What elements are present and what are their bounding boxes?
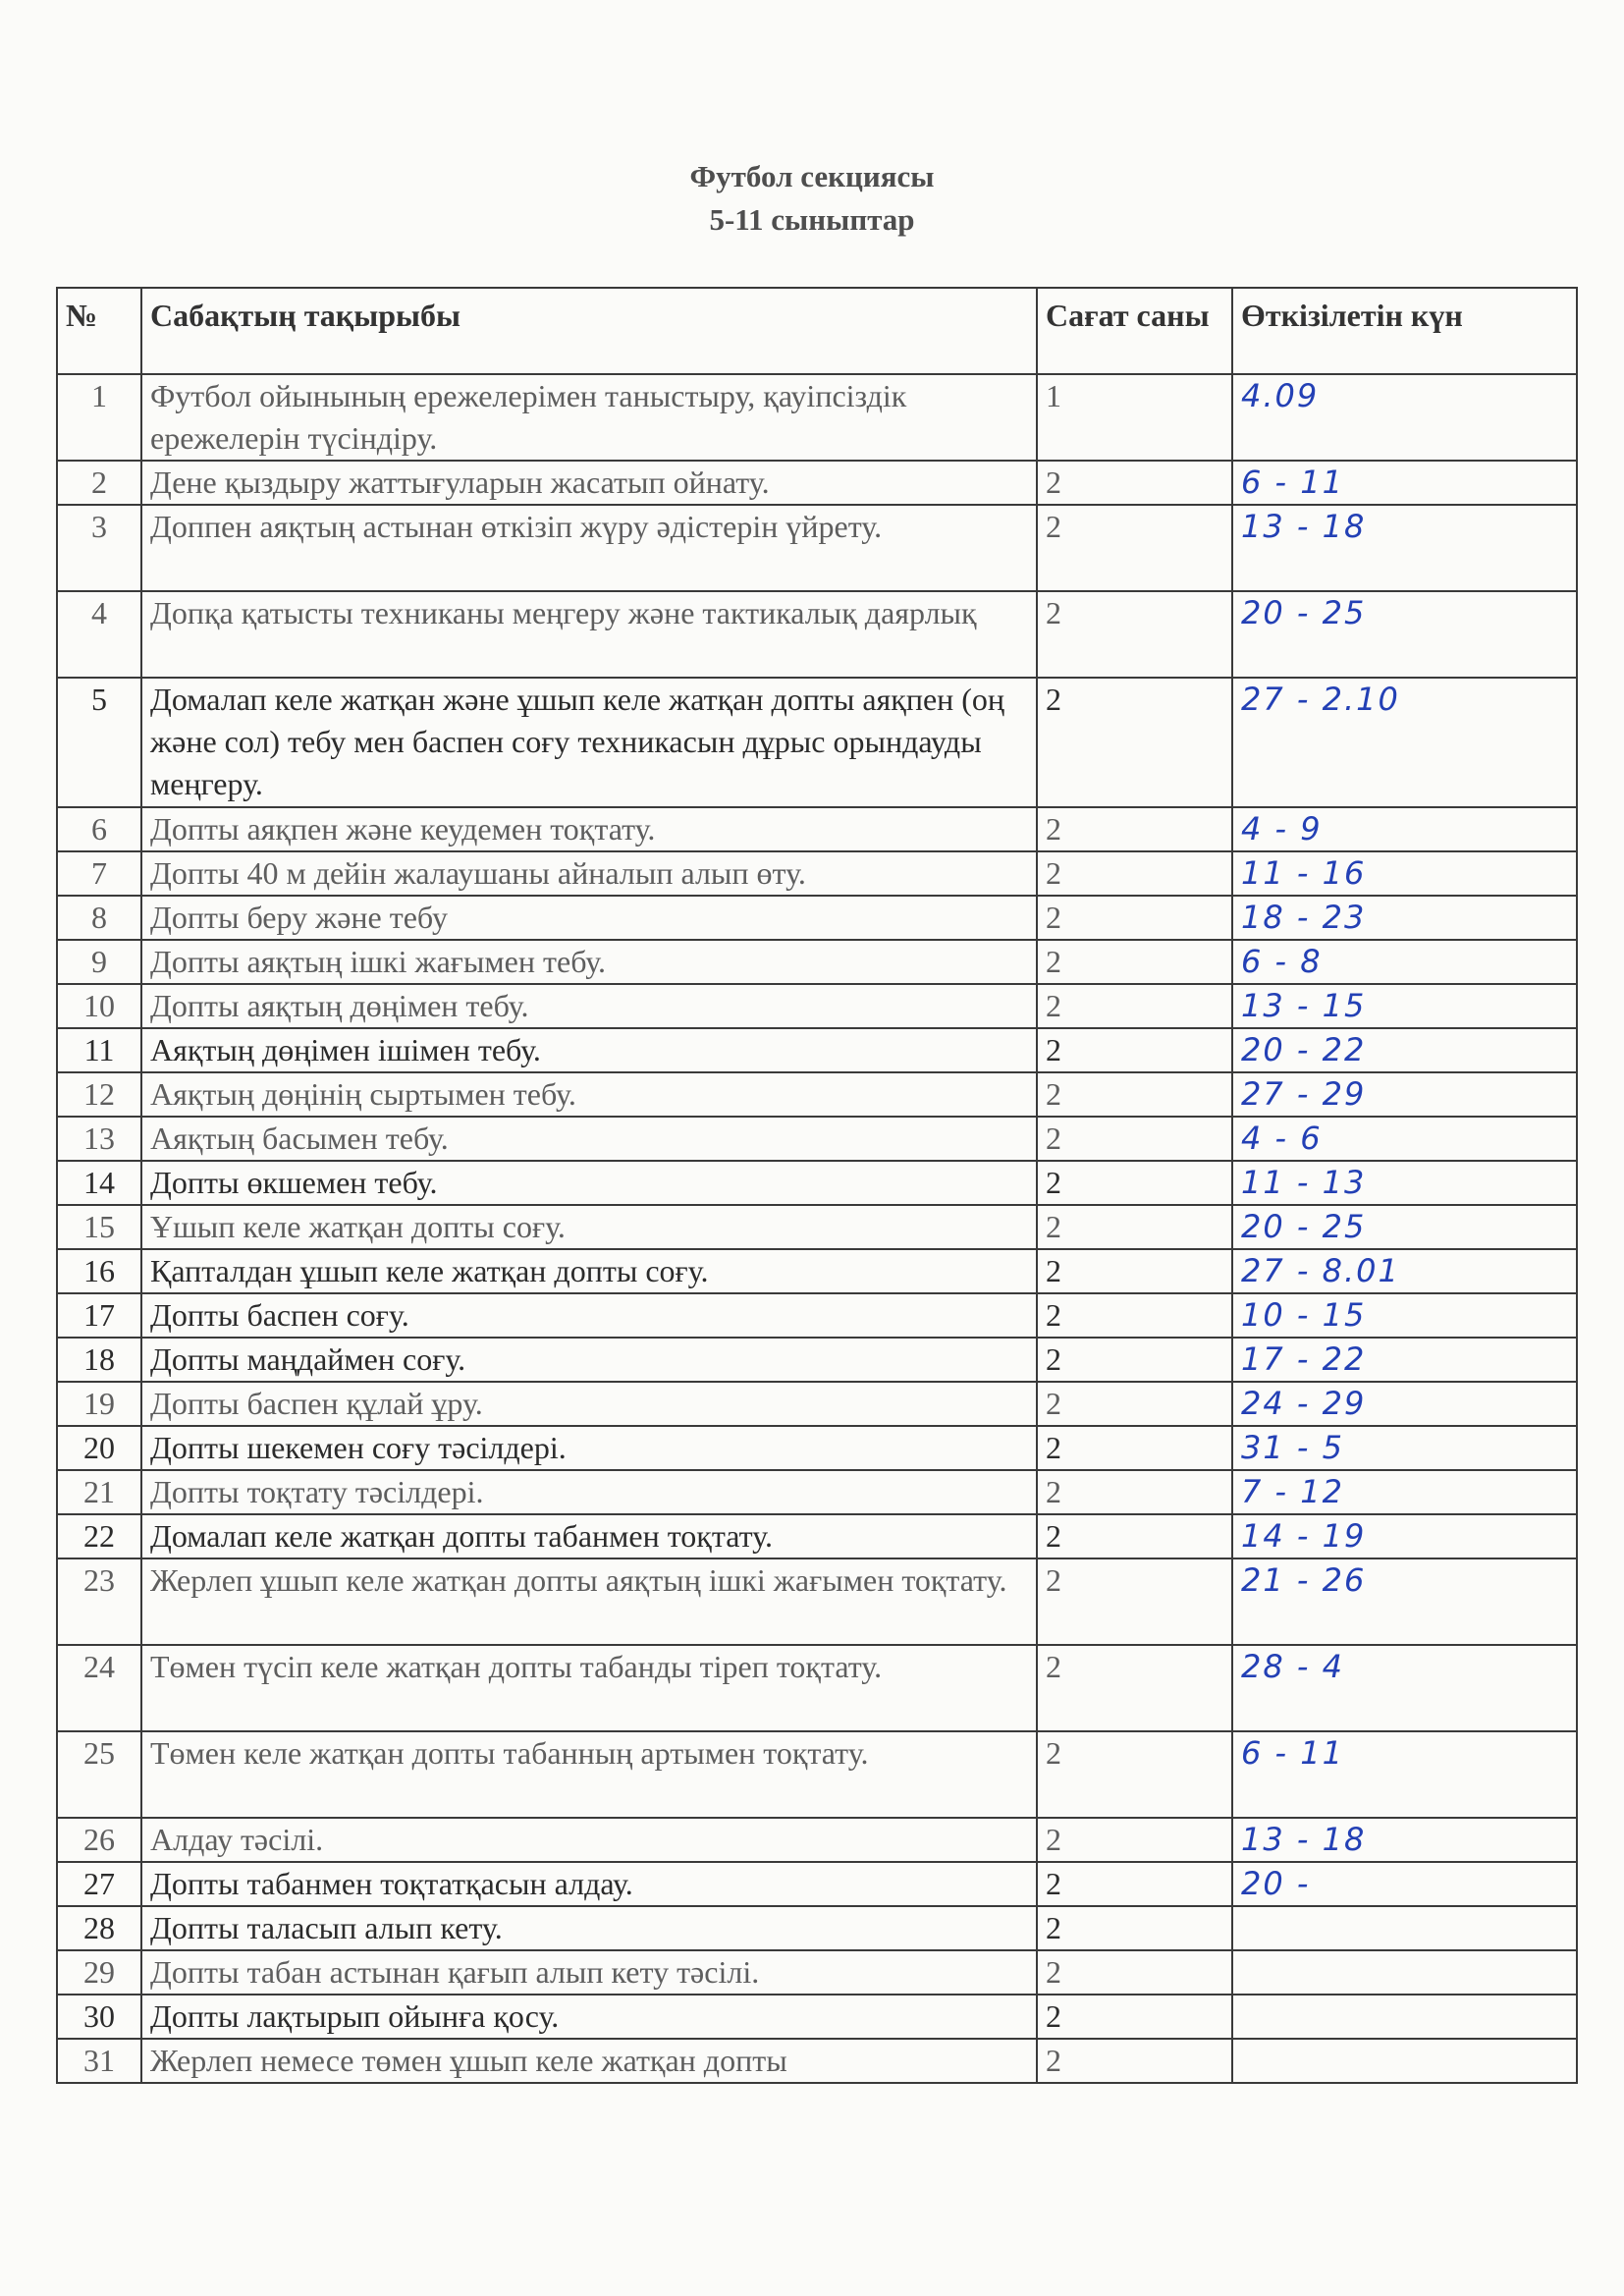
row-date: [1232, 1906, 1577, 1950]
row-date: [1232, 1950, 1577, 1995]
row-topic: Дене қыздыру жаттығуларын жасатып ойнату.: [141, 461, 1037, 505]
row-number: 7: [57, 851, 141, 896]
header-date: Өткізілетін күн: [1232, 288, 1577, 374]
table-row: [57, 1558, 1577, 1645]
row-number: 29: [57, 1950, 141, 1995]
row-date: 28 - 4: [1232, 1645, 1577, 1731]
row-number: 1: [57, 374, 141, 461]
row-topic: Допты маңдаймен соғу.: [141, 1338, 1037, 1382]
row-hours: 2: [1037, 1161, 1232, 1205]
table-row: [57, 1470, 1577, 1514]
row-topic: Аяқтың дөңімен ішімен тебу.: [141, 1028, 1037, 1072]
row-date: 10 - 15: [1232, 1293, 1577, 1338]
lesson-plan-table: [56, 287, 1578, 2084]
table-row: [57, 807, 1577, 851]
row-topic: Домалап келе жатқан және ұшып келе жатқан допты аяқпен (оң және сол) тебу мен баспен соғу техникасын дұрыс орындауды меңгеру.: [141, 678, 1037, 807]
row-hours: 2: [1037, 1558, 1232, 1645]
header-topic: Сабақтың тақырыбы: [141, 288, 1037, 374]
table-row: [57, 1995, 1577, 2039]
row-number: 3: [57, 505, 141, 591]
row-date: 13 - 15: [1232, 984, 1577, 1028]
table-row: [57, 896, 1577, 940]
row-topic: Төмен түсіп келе жатқан допты табанды тіреп тоқтату.: [141, 1645, 1037, 1731]
row-number: 13: [57, 1117, 141, 1161]
table-row: [57, 1645, 1577, 1731]
row-hours: 2: [1037, 1995, 1232, 2039]
row-hours: 2: [1037, 940, 1232, 984]
row-hours: 2: [1037, 1906, 1232, 1950]
table-row: [57, 940, 1577, 984]
row-topic: Допты баспен соғу.: [141, 1293, 1037, 1338]
row-date: 27 - 29: [1232, 1072, 1577, 1117]
row-number: 5: [57, 678, 141, 807]
row-date: [1232, 1995, 1577, 2039]
row-number: 10: [57, 984, 141, 1028]
table-row: [57, 1117, 1577, 1161]
row-number: 24: [57, 1645, 141, 1731]
row-date: 20 -: [1232, 1862, 1577, 1906]
row-topic: Жерлеп ұшып келе жатқан допты аяқтың ішкі жағымен тоқтату.: [141, 1558, 1037, 1645]
row-hours: 2: [1037, 1117, 1232, 1161]
table-row: [57, 1906, 1577, 1950]
row-hours: 2: [1037, 1514, 1232, 1558]
row-date: [1232, 2039, 1577, 2083]
row-number: 30: [57, 1995, 141, 2039]
table-body: [57, 374, 1577, 2083]
row-number: 28: [57, 1906, 141, 1950]
row-hours: 2: [1037, 2039, 1232, 2083]
row-date: 18 - 23: [1232, 896, 1577, 940]
row-topic: Допты беру және тебу: [141, 896, 1037, 940]
table-row: [57, 374, 1577, 461]
row-date: 31 - 5: [1232, 1426, 1577, 1470]
table-row: [57, 1818, 1577, 1862]
row-topic: Допты шекемен соғу тәсілдері.: [141, 1426, 1037, 1470]
row-topic: Футбол ойынының ережелерімен таныстыру, қауіпсіздік ережелерін түсіндіру.: [141, 374, 1037, 461]
row-topic: Алдау тәсілі.: [141, 1818, 1037, 1862]
table-row: [57, 591, 1577, 678]
row-hours: 2: [1037, 1072, 1232, 1117]
row-topic: Ұшып келе жатқан допты соғу.: [141, 1205, 1037, 1249]
row-topic: Допты таласып алып кету.: [141, 1906, 1037, 1950]
row-date: 21 - 26: [1232, 1558, 1577, 1645]
row-hours: 2: [1037, 1731, 1232, 1818]
table-row: [57, 461, 1577, 505]
row-hours: 2: [1037, 1645, 1232, 1731]
row-date: 17 - 22: [1232, 1338, 1577, 1382]
row-topic: Допты аяқпен және кеудемен тоқтату.: [141, 807, 1037, 851]
table-row: [57, 678, 1577, 807]
row-hours: 2: [1037, 461, 1232, 505]
table-row: [57, 984, 1577, 1028]
row-number: 26: [57, 1818, 141, 1862]
table-row: [57, 851, 1577, 896]
row-number: 9: [57, 940, 141, 984]
row-topic: Допқа қатысты техниканы меңгеру және тактикалық даярлық: [141, 591, 1037, 678]
row-topic: Қапталдан ұшып келе жатқан допты соғу.: [141, 1249, 1037, 1293]
row-hours: 2: [1037, 1950, 1232, 1995]
row-number: 27: [57, 1862, 141, 1906]
row-topic: Аяқтың басымен тебу.: [141, 1117, 1037, 1161]
row-number: 14: [57, 1161, 141, 1205]
row-topic: Аяқтың дөңінің сыртымен тебу.: [141, 1072, 1037, 1117]
row-number: 8: [57, 896, 141, 940]
header-hours: Сағат саны: [1037, 288, 1232, 374]
row-hours: 2: [1037, 1382, 1232, 1426]
row-date: 4.09: [1232, 374, 1577, 461]
row-number: 2: [57, 461, 141, 505]
row-hours: 2: [1037, 591, 1232, 678]
row-hours: 2: [1037, 678, 1232, 807]
table-row: [57, 1161, 1577, 1205]
table-row: [57, 1950, 1577, 1995]
row-number: 23: [57, 1558, 141, 1645]
row-hours: 2: [1037, 1293, 1232, 1338]
table-header-row: [57, 288, 1577, 374]
row-date: 27 - 2.10: [1232, 678, 1577, 807]
title-line-1: Футбол секциясы: [689, 159, 935, 193]
row-topic: Допты өкшемен тебу.: [141, 1161, 1037, 1205]
row-topic: Допты табанмен тоқтатқасын алдау.: [141, 1862, 1037, 1906]
row-hours: 2: [1037, 984, 1232, 1028]
page-title: [0, 155, 1624, 242]
row-date: 4 - 9: [1232, 807, 1577, 851]
row-number: 17: [57, 1293, 141, 1338]
row-number: 11: [57, 1028, 141, 1072]
table-row: [57, 1338, 1577, 1382]
row-date: 13 - 18: [1232, 505, 1577, 591]
table-row: [57, 1293, 1577, 1338]
row-number: 22: [57, 1514, 141, 1558]
row-date: 4 - 6: [1232, 1117, 1577, 1161]
row-number: 6: [57, 807, 141, 851]
row-hours: 2: [1037, 1338, 1232, 1382]
table-row: [57, 1205, 1577, 1249]
table-row: [57, 1731, 1577, 1818]
row-date: 7 - 12: [1232, 1470, 1577, 1514]
row-topic: Допты баспен құлай ұру.: [141, 1382, 1037, 1426]
row-number: 21: [57, 1470, 141, 1514]
row-number: 4: [57, 591, 141, 678]
table-row: [57, 2039, 1577, 2083]
row-number: 12: [57, 1072, 141, 1117]
row-topic: Допты лақтырып ойынға қосу.: [141, 1995, 1037, 2039]
title-line-2: 5-11 сыныптар: [709, 202, 915, 237]
table-row: [57, 1862, 1577, 1906]
row-topic: Допты табан астынан қағып алып кету тәсілі.: [141, 1950, 1037, 1995]
row-date: 24 - 29: [1232, 1382, 1577, 1426]
table-row: [57, 1426, 1577, 1470]
row-hours: 2: [1037, 1249, 1232, 1293]
row-date: 6 - 11: [1232, 1731, 1577, 1818]
row-hours: 2: [1037, 1862, 1232, 1906]
row-date: 11 - 13: [1232, 1161, 1577, 1205]
row-number: 16: [57, 1249, 141, 1293]
table-row: [57, 1514, 1577, 1558]
table-row: [57, 505, 1577, 591]
row-topic: Домалап келе жатқан допты табанмен тоқтату.: [141, 1514, 1037, 1558]
header-number: №: [57, 288, 141, 374]
row-hours: 2: [1037, 1205, 1232, 1249]
row-number: 18: [57, 1338, 141, 1382]
row-topic: Жерлеп немесе төмен ұшып келе жатқан допты: [141, 2039, 1037, 2083]
table-row: [57, 1382, 1577, 1426]
row-number: 31: [57, 2039, 141, 2083]
row-number: 19: [57, 1382, 141, 1426]
row-date: 27 - 8.01: [1232, 1249, 1577, 1293]
row-hours: 2: [1037, 505, 1232, 591]
table-row: [57, 1028, 1577, 1072]
table-row: [57, 1249, 1577, 1293]
row-topic: Допты аяқтың ішкі жағымен тебу.: [141, 940, 1037, 984]
row-date: 20 - 25: [1232, 1205, 1577, 1249]
row-date: 20 - 22: [1232, 1028, 1577, 1072]
row-topic: Төмен келе жатқан допты табанның артымен тоқтату.: [141, 1731, 1037, 1818]
row-date: 6 - 8: [1232, 940, 1577, 984]
row-date: 11 - 16: [1232, 851, 1577, 896]
row-hours: 1: [1037, 374, 1232, 461]
row-number: 15: [57, 1205, 141, 1249]
row-hours: 2: [1037, 807, 1232, 851]
row-hours: 2: [1037, 896, 1232, 940]
row-hours: 2: [1037, 851, 1232, 896]
row-date: 14 - 19: [1232, 1514, 1577, 1558]
row-hours: 2: [1037, 1028, 1232, 1072]
row-number: 20: [57, 1426, 141, 1470]
row-topic: Доппен аяқтың астынан өткізіп жүру әдістерін үйрету.: [141, 505, 1037, 591]
row-topic: Допты тоқтату тәсілдері.: [141, 1470, 1037, 1514]
row-date: 6 - 11: [1232, 461, 1577, 505]
row-topic: Допты аяқтың дөңімен тебу.: [141, 984, 1037, 1028]
row-hours: 2: [1037, 1470, 1232, 1514]
row-number: 25: [57, 1731, 141, 1818]
row-hours: 2: [1037, 1426, 1232, 1470]
row-hours: 2: [1037, 1818, 1232, 1862]
row-topic: Допты 40 м дейін жалаушаны айналып алып өту.: [141, 851, 1037, 896]
row-date: 13 - 18: [1232, 1818, 1577, 1862]
table-row: [57, 1072, 1577, 1117]
row-date: 20 - 25: [1232, 591, 1577, 678]
